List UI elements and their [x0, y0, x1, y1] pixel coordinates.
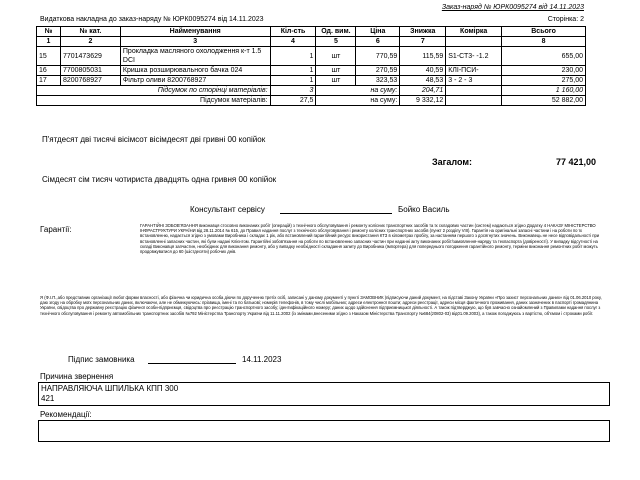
line-total: 230,00	[502, 66, 586, 76]
column-header: Найменування	[120, 27, 270, 37]
total-value: 77 421,00	[556, 157, 597, 167]
column-header: Комірка	[446, 27, 502, 37]
catalog-number: 8200768927	[60, 76, 120, 86]
page-subtotal-label: Підсумок по сторінці матеріалів:	[37, 86, 271, 96]
row-number: 15	[37, 47, 61, 66]
total-label: Загалом:	[432, 157, 473, 167]
unit: шт	[316, 76, 356, 86]
row-number: 16	[37, 66, 61, 76]
storage-cell: S1-СТ3- -1.2	[446, 47, 502, 66]
consultant-signature-line	[280, 213, 392, 214]
guarantee-label: Гарантії:	[40, 225, 72, 234]
item-name: Фільтр оливи 8200768927	[120, 76, 270, 86]
column-header: Знижка	[400, 27, 446, 37]
column-number: 1	[37, 37, 61, 47]
column-number: 4	[270, 37, 316, 47]
discount: 40,59	[400, 66, 446, 76]
signature-date: 14.11.2023	[242, 355, 282, 364]
column-header: Всього	[502, 27, 586, 37]
column-number-row	[37, 37, 586, 47]
empty-cell	[446, 96, 502, 106]
column-header: №	[37, 27, 61, 37]
grand-subtotal-price: 9 332,12	[400, 96, 446, 106]
unit: шт	[316, 47, 356, 66]
recommendations-box	[38, 420, 610, 442]
reason-box	[38, 382, 610, 406]
column-number: 5	[316, 37, 356, 47]
column-header: Од. вим.	[316, 27, 356, 37]
storage-cell: 3 - 2 - 3	[446, 76, 502, 86]
column-number: 2	[60, 37, 120, 47]
order-reference: Заказ-наряд № ЮРК0095274 від 14.11.2023	[441, 4, 584, 11]
table-row	[37, 47, 586, 66]
column-number: 7	[400, 37, 446, 47]
reason-line: 421	[41, 394, 55, 403]
customer-signature-line	[148, 363, 236, 364]
quantity: 1	[270, 47, 316, 66]
grand-subtotal-sum-label: на суму:	[316, 96, 400, 106]
table-header-row	[37, 27, 586, 37]
price: 323,53	[356, 76, 400, 86]
price: 770,59	[356, 47, 400, 66]
consultant-label: Консультант сервісу	[190, 205, 265, 214]
page-subtotal-row	[37, 86, 586, 96]
unit: шт	[316, 66, 356, 76]
table-row	[37, 76, 586, 86]
page-subtotal-total: 1 160,00	[502, 86, 586, 96]
column-number: 3	[120, 37, 270, 47]
page-subtotal-qty: 3	[270, 86, 316, 96]
quantity: 1	[270, 76, 316, 86]
price: 270,59	[356, 66, 400, 76]
reason-line: НАПРАВЛЯЮЧА ШПИЛЬКА КПП 300	[41, 384, 179, 393]
recommendations-label: Рекомендації:	[40, 410, 92, 419]
grand-subtotal-label: Підсумок матеріалів:	[37, 96, 271, 106]
materials-table	[36, 26, 586, 106]
reason-label: Причина звернення	[40, 372, 114, 381]
table-row	[37, 66, 586, 76]
quantity: 1	[270, 66, 316, 76]
empty-cell	[446, 86, 502, 96]
consultant-name: Бойко Василь	[398, 205, 450, 214]
personal-data-consent-text: Я (Ф.І.П.,або представник організації любої форми власності, або фізична чи юридична особа діючи по дорученню третіх осіб, записані у даному документі у пункті ЗАМОВНИК )підписуючи даний документ, на підставі Закону України «Про захист персональних даних» від 01.06.2010 року, даю згоду на обробку моїх персональних даних, включаючи, але не обмежуючись: прізвища, імені та по батькові; номерів телефонів, в тому числі мобільних; адреси електронної пошти; адреси реєстрації, адреси місця фактичного проживання, даних зазначених в паспорті громадянина України, свідоцтва про державну реєстрацію фізичної особи-підприємця, свідоцтва про реєстрацію транспортного засобу; ідентифікаційного номеру; даних щодо здійснення підприємницької діяльності. А також підтверджую, що був завчасно ознайомлений з Правилами надання послуг з технічного обслуговування і ремонту автомобільних транспортних засобів №792 Міністерства Транспорту України від 11.11.2002 (із змінами,внесеними згідно з Наказом Міністерства Транспорту №684(z0802-03) від01.09.2003), а також погоджуюсь з вартістю, об'ємом і строками робіт.	[40, 295, 602, 316]
column-number: 8	[502, 37, 586, 47]
page-number: Сторінка: 2	[547, 16, 584, 23]
item-name: Прокладка масляного охолодження к-т 1.5 DCI	[120, 47, 270, 66]
materials-amount-in-words: П'ятдесят дві тисячі вісімсот вісімдесят дві гривні 00 копійок	[42, 135, 266, 144]
grand-subtotal-total: 52 882,00	[502, 96, 586, 106]
column-number: 6	[356, 37, 400, 47]
document-title: Видаткова накладна до заказ-наряду № ЮРК0095274 від 14.11.2023	[40, 16, 264, 23]
row-number: 17	[37, 76, 61, 86]
page-subtotal-sum-label: на суму:	[316, 86, 400, 96]
column-header: Ціна	[356, 27, 400, 37]
item-name: Кришка розширювального бачка 024	[120, 66, 270, 76]
page-subtotal-discount: 204,71	[400, 86, 446, 96]
line-total: 655,00	[502, 47, 586, 66]
customer-signature-label: Підпис замовника	[68, 355, 135, 364]
column-header: Кіл-сть	[270, 27, 316, 37]
catalog-number: 7700805031	[60, 66, 120, 76]
column-header: № кат.	[60, 27, 120, 37]
guarantee-text: ГАРАНТІЙНІ ЗОБОВ'ЯЗАННЯ виконавця стосовно виконаних робіт (операцій) з технічного обслуговування і ремонту колісних транспортних засобів та їх складових частин (систем) надаються згідно Додатку 4 НАКАЗУ МІНІСТЕРСТВО ІНФРАСТРУКТУРИ УКРАЇНИ від 28.11.2014 № 615, до Правил надання послуг з технічного обслуговування і ремонту колісних транспортних засобів (пункт 2 розділу VIII). Гарантія на оригінальні запасні частини і на роботи по їх встановленню, надається згідно з умовами Виробника і складає 1 рік, або встановлений гарантійний ресурс використання КТЗ в кілометрах пробігу, за настанням першого з досягнутих значень. Виконавець не несе відповідальності при встановленні запасних частин, які були надані Клієнтом. Гарантійні зобов'язання на роботи по встановленню запасних частин при наданні акту виконаних робіт/замовлення-наряду та техпаспорта (довіреності). У випадку відсутності на складі Виконавця запчастин, необхідних для виконання ремонту, або у випадку необхідності складання запиту до Виробника (Імпортера) для попереднього погодження гарантійного ремонту, терміни виконання ремонтних робіт можуть продовжуватися до 60 (шістдесяти) робочих днів.	[140, 223, 600, 255]
discount: 115,59	[400, 47, 446, 66]
storage-cell: КЛІ-ПСИ-	[446, 66, 502, 76]
column-number	[446, 37, 502, 47]
grand-subtotal-qty: 27,5	[270, 96, 316, 106]
grand-subtotal-row	[37, 96, 586, 106]
discount: 48,53	[400, 76, 446, 86]
line-total: 275,00	[502, 76, 586, 86]
catalog-number: 7701473629	[60, 47, 120, 66]
total-amount-in-words: Сімдесят сім тисяч чотириста двадцять одна гривня 00 копійок	[42, 175, 277, 184]
